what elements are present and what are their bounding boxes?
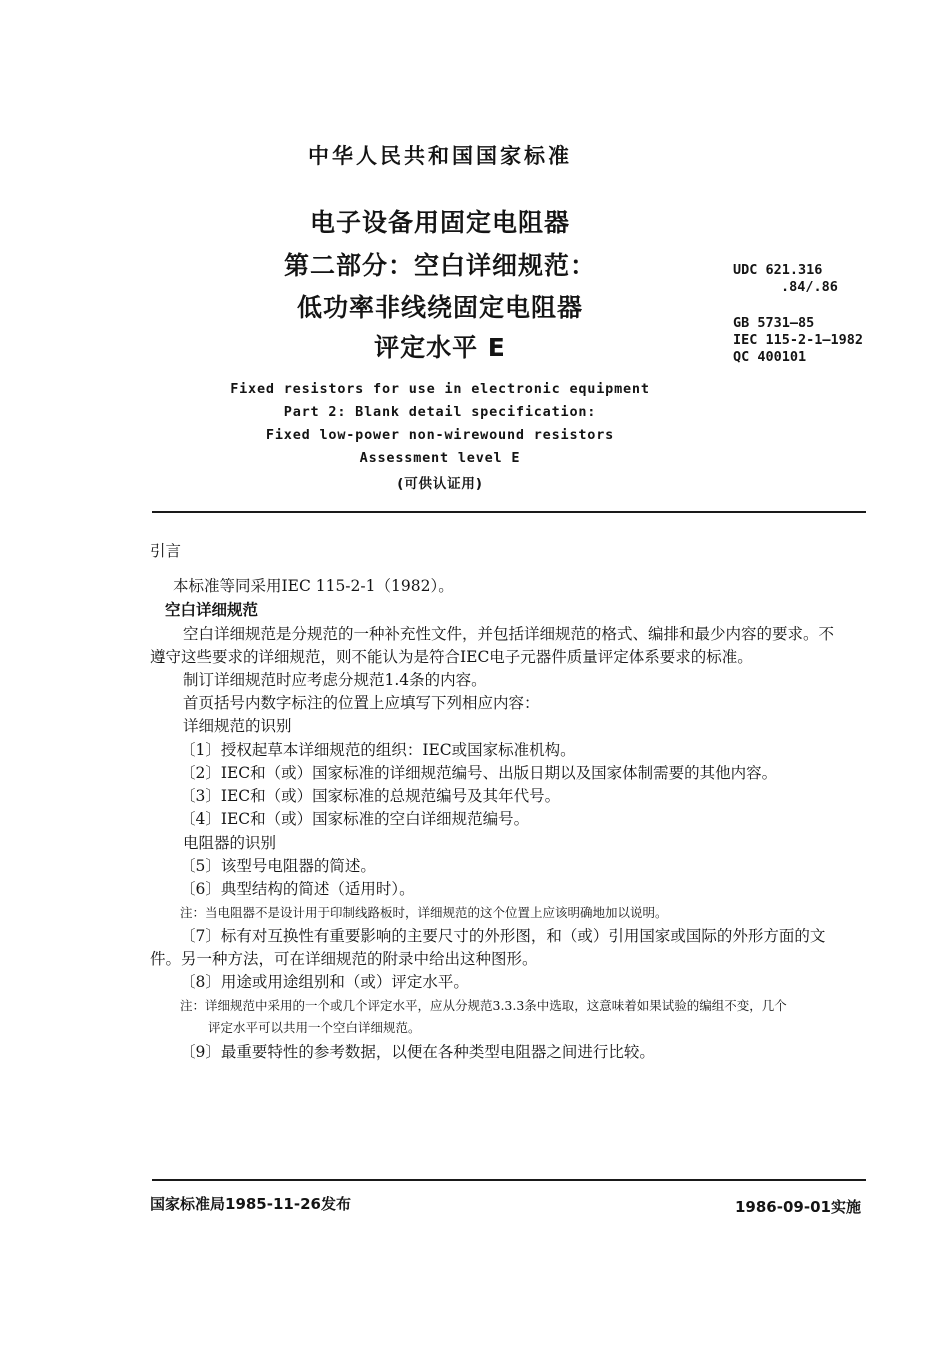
standard-numbers [733,315,863,366]
effective-date: 1986-09-01实施 [735,1198,861,1216]
header-divider [152,511,866,513]
list-item-9: 〔9〕最重要特性的参考数据，以便在各种类型电阻器之间进行比较。 [180,1043,655,1061]
para3: 首页括号内数字标注的位置上应填写下列相应内容： [183,694,540,712]
note-2-line-1: 注：详细规范中采用的一个或几个评定水平，应从分规范3.3.3条中选取，这意味着如果试验的编组不变，几个 [180,998,787,1013]
title-cn-line-1: 电子设备用固定电阻器 [309,208,570,237]
title-en-line-2: Part 2: Blank detail specification: [283,404,597,420]
title-cn-line-3: 低功率非线绕固定电阻器 [296,293,583,322]
section-heading: 空白详细规范 [165,600,259,619]
title-en-line-4: Assessment level E [359,450,521,466]
note-1: 注：当电阻器不是设计用于印制线路板时，详细规范的这个位置上应该明确地加以说明。 [180,905,668,920]
title-cn-line-4: 评定水平 E [374,333,506,362]
list-item-5: 〔5〕该型号电阻器的简述。 [180,857,376,875]
list-item-1: 〔1〕授权起草本详细规范的组织：IEC或国家标准机构。 [180,741,576,759]
list-item-6: 〔6〕典型结构的简述（适用时）。 [180,880,415,898]
issued-date: 国家标准局1985-11-26发布 [150,1195,351,1213]
iec-code: IEC 115-2-1—1982 [733,332,864,348]
title-en-line-1: Fixed resistors for use in electronic equipment [230,381,650,397]
subheading-spec-id: 详细规范的识别 [183,717,292,735]
gb-code: GB 5731—85 [733,315,815,331]
para2: 制订详细规范时应考虑分规范1.4条的内容。 [183,671,487,689]
udc-line-2: .84/.86 [781,279,838,295]
list-item-7-line-1: 〔7〕标有对互换性有重要影响的主要尺寸的外形图，和（或）引用国家或国际的外形方面的文 [180,927,826,945]
qc-code: QC 400101 [733,349,807,365]
list-item-4: 〔4〕IEC和（或）国家标准的空白详细规范编号。 [180,810,530,828]
intro-text: 本标准等同采用IEC 115-2-1（1982）。 [173,577,454,595]
intro-heading: 引言 [150,542,182,560]
list-item-2: 〔2〕IEC和（或）国家标准的详细规范编号、出版日期以及国家体制需要的其他内容。 [180,764,778,782]
title-cn-line-2: 第二部分：空白详细规范： [283,251,596,280]
udc-code [733,262,838,296]
title-en-line-3: Fixed low-power non-wirewound resistors [265,427,615,443]
udc-line-1: UDC 621.316 [733,262,823,278]
national-standard-header: 中华人民共和国国家标准 [308,144,572,168]
para1-line-1: 空白详细规范是分规范的一种补充性文件，并包括详细规范的格式、编排和最少内容的要求。不 [183,625,835,643]
note-2-line-2: 评定水平可以共用一个空白详细规范。 [208,1020,421,1035]
subheading-resistor-id: 电阻器的识别 [183,834,277,852]
list-item-3: 〔3〕IEC和（或）国家标准的总规范编号及其年代号。 [180,787,561,805]
para1-line-2: 遵守这些要求的详细规范，则不能认为是符合IEC电子元器件质量评定体系要求的标准。 [150,648,753,666]
footer-divider [152,1179,866,1181]
certification-note: (可供认证用) [397,476,483,492]
list-item-8: 〔8〕用途或用途组别和（或）评定水平。 [180,973,469,991]
list-item-7-line-2: 件。另一种方法，可在详细规范的附录中给出这种图形。 [150,950,538,968]
